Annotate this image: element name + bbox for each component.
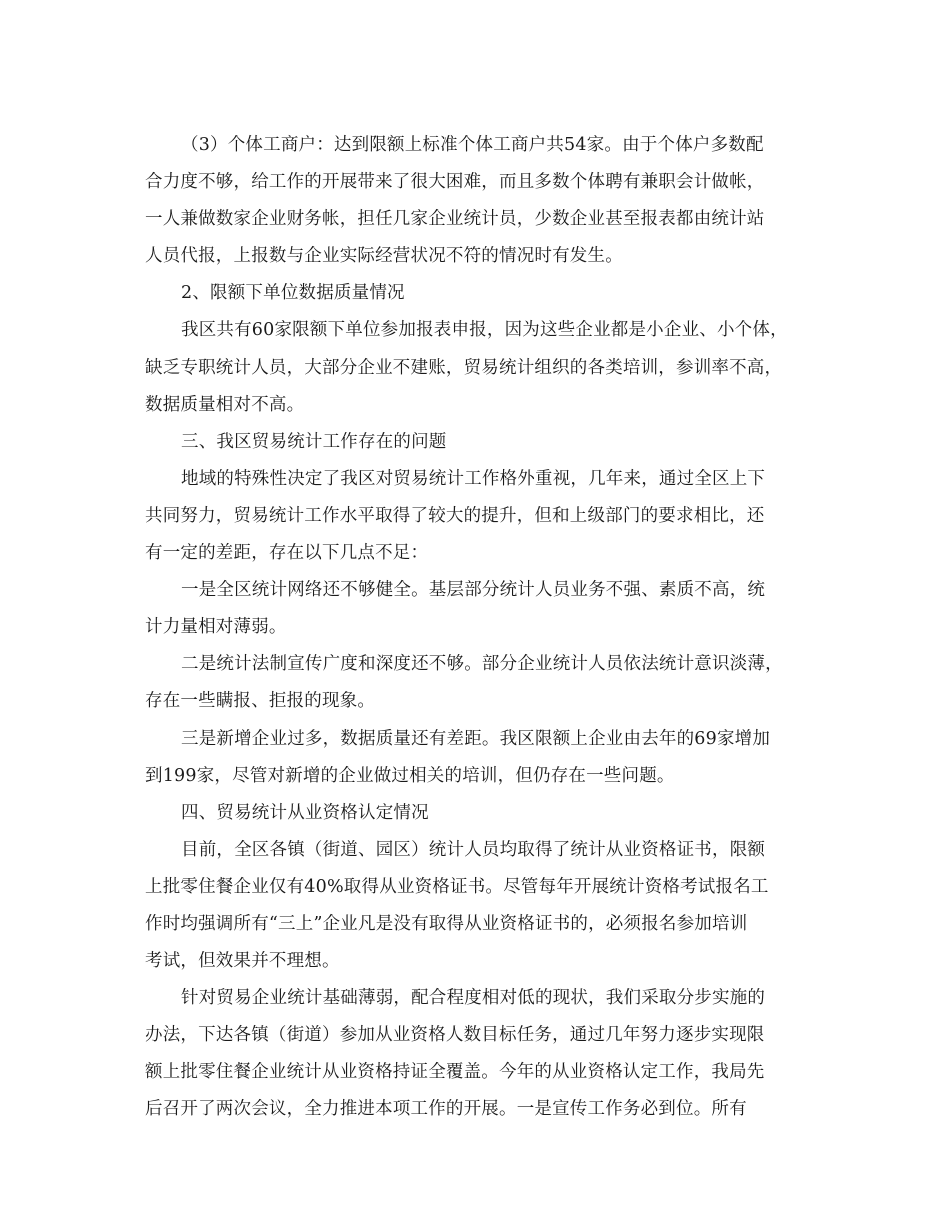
paragraph-line: 三是新增企业过多，数据质量还有差距。我区限额上企业由去年的69家增加 [181,728,771,749]
paragraph-line: 针对贸易企业统计基础薄弱，配合程度相对低的现状，我们采取分步实施的 [181,988,766,1009]
paragraph-line: 一是全区统计网络还不够健全。基层部分统计人员业务不强、素质不高，统 [181,580,766,601]
paragraph-line: 地域的特殊性决定了我区对贸易统计工作格外重视，几年来，通过全区上下 [181,468,766,489]
document-body [145,127,815,1129]
paragraph-line: 合力度不够，给工作的开展带来了很大困难，而且多数个体聘有兼职会计做帐， [145,172,765,193]
section-heading: 四、贸易统计从业资格认定情况 [181,802,429,823]
paragraph-line: 存在一些瞒报、拒报的现象。 [145,691,376,712]
section-heading: 三、我区贸易统计工作存在的问题 [181,431,447,452]
paragraph-line: （3）个体工商户：达到限额上标准个体工商户共54家。由于个体户多数配 [181,135,764,155]
paragraph-line: 我区共有60家限额下单位参加报表申报，因为这些企业都是小企业、小个体， [181,320,788,341]
paragraph-line: 办法，下达各镇（街道）参加从业资格人数目标任务，通过几年努力逐步实现限 [145,1025,765,1046]
section-heading: 2、限额下单位数据质量情况 [181,283,405,304]
paragraph-line: 数据质量相对不高。 [145,394,305,415]
paragraph-line: 二是统计法制宣传广度和深度还不够。部分企业统计人员依法统计意识淡薄， [181,654,783,675]
paragraph-line: 作时均强调所有“三上”企业凡是没有取得从业资格证书的，必须报名参加培训 [145,913,748,934]
paragraph-line: 一人兼做数家企业财务帐，担任几家企业统计员，少数企业甚至报表都由统计站 [145,209,765,230]
paragraph-line: 共同努力，贸易统计工作水平取得了较大的提升，但和上级部门的要求相比，还 [145,505,765,526]
paragraph-line: 到199家，尽管对新增的企业做过相关的培训，但仍存在一些问题。 [145,765,675,786]
paragraph-line: 上批零住餐企业仅有40%取得从业资格证书。尽管每年开展统计资格考试报名工 [145,876,769,897]
paragraph-line: 目前，全区各镇（街道、园区）统计人员均取得了统计从业资格证书，限额 [181,839,766,860]
paragraph-line: 额上批零住餐企业统计从业资格持证全覆盖。今年的从业资格认定工作，我局先 [145,1062,765,1083]
paragraph-line: 计力量相对薄弱。 [145,617,287,638]
paragraph-line: 有一定的差距，存在以下几点不足： [145,543,429,564]
paragraph-line: 考试，但效果并不理想。 [145,951,340,972]
paragraph-line: 人员代报，上报数与企业实际经营状况不符的情况时有发生。 [145,246,623,267]
paragraph-line: 缺乏专职统计人员，大部分企业不建账，贸易统计组织的各类培训，参训率不高， [145,357,783,378]
paragraph-line: 后召开了两次会议，全力推进本项工作的开展。一是宣传工作务必到位。所有 [145,1099,747,1120]
